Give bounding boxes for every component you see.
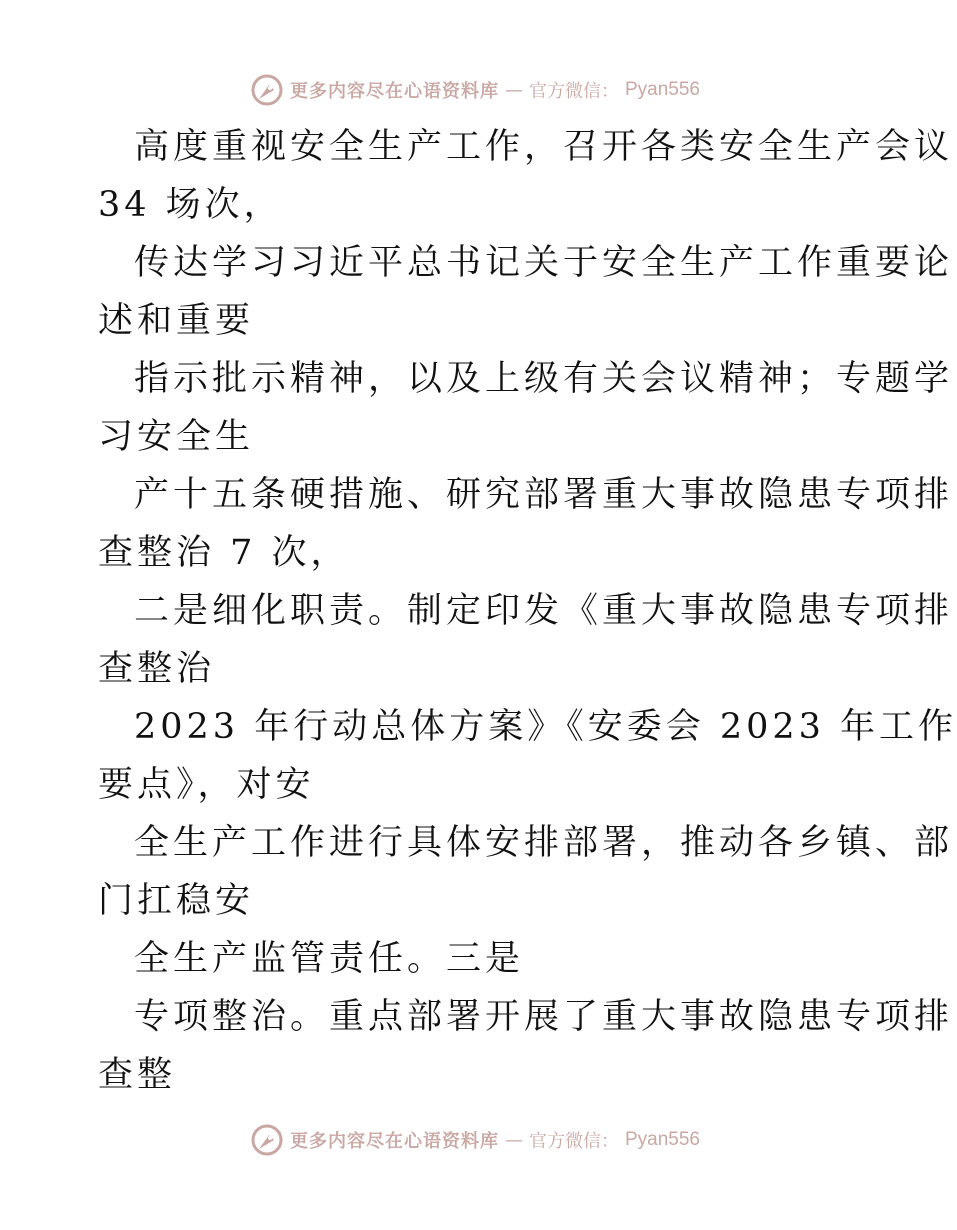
- body-line: 查整治: [98, 649, 216, 689]
- body-line: 34 场次，: [98, 185, 283, 225]
- body-line: 产十五条硬措施、研究部署重大事故隐患专项排: [134, 475, 954, 515]
- body-line: 查整治 7 次，: [98, 533, 350, 573]
- footer-wechat-id: Pyan556: [624, 1129, 700, 1150]
- body-line: 二是细化职责。制定印发《重大事故隐患专项排: [134, 591, 954, 631]
- footer-banner-text: 更多内容尽在心语资料库: [289, 1131, 499, 1152]
- header-banner: [0, 70, 950, 110]
- pen-nib-circle-icon: [250, 73, 284, 107]
- footer-separator: —: [504, 1129, 523, 1151]
- body-line: 2023 年行动总体方案》《安委会 2023 年工作: [134, 707, 957, 747]
- body-line: 门扛稳安: [98, 881, 255, 921]
- body-line: 习安全生: [98, 417, 255, 457]
- body-line: 高度重视安全生产工作，召开各类安全生产会议: [134, 127, 954, 167]
- footer-wechat-label: 官方微信：: [528, 1131, 619, 1152]
- header-wechat-id: Pyan556: [624, 79, 700, 100]
- body-line: 全生产工作进行具体安排部署，推动各乡镇、部: [134, 823, 954, 863]
- header-banner-text: 更多内容尽在心语资料库: [289, 81, 499, 102]
- pen-nib-circle-icon: [250, 1123, 284, 1157]
- body-line: 传达学习习近平总书记关于安全生产工作重要论: [134, 243, 954, 283]
- header-separator: —: [504, 79, 523, 101]
- body-line: 指示批示精神，以及上级有关会议精神；专题学: [134, 359, 954, 399]
- footer-banner: [0, 1120, 950, 1160]
- document-body: [98, 118, 957, 1104]
- body-line: 查整: [98, 1055, 177, 1095]
- body-line: 要点》，对安: [98, 765, 315, 805]
- body-line: 述和重要: [98, 301, 255, 341]
- body-line: 专项整治。重点部署开展了重大事故隐患专项排: [134, 997, 954, 1037]
- body-line: 全生产监管责任。三是: [134, 939, 525, 979]
- header-wechat-label: 官方微信：: [528, 81, 619, 102]
